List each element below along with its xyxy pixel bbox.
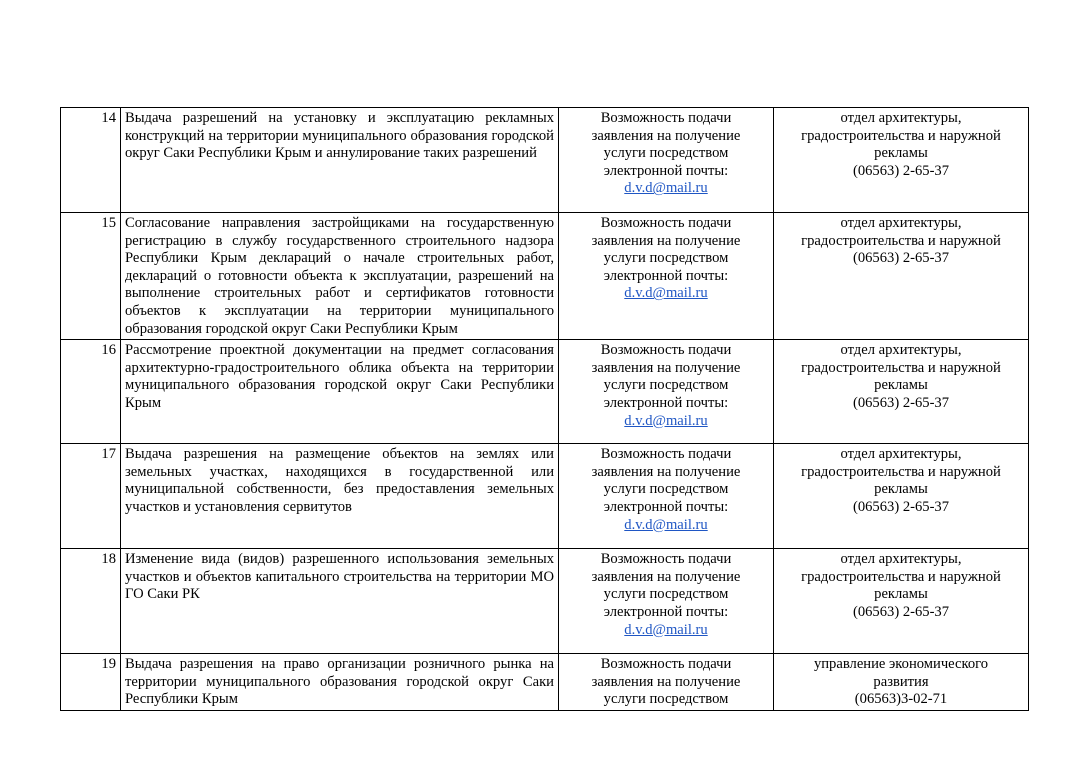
department-phone: (06563) 2-65-37	[852, 394, 950, 411]
application-method	[559, 444, 774, 549]
method-line: заявления на получение	[591, 127, 741, 144]
application-method	[559, 549, 774, 654]
department-line: отдел архитектуры,	[840, 446, 962, 463]
method-line: заявления на получение	[591, 232, 741, 249]
email-link[interactable]: d.v.d@mail.ru	[624, 285, 708, 302]
service-name: Выдача разрешения на размещение объектов на землях или земельных участках, находящихся в государственной или муниципальной собственности, без предоставления земельных участков и установления сервитутов	[121, 444, 559, 549]
method-line: заявления на получение	[591, 673, 741, 690]
service-name: Рассмотрение проектной документации на предмет согласования архитектурно-градостроительного облика объекта на территории муниципального образования городской округ Саки Республики Крым	[121, 340, 559, 444]
services-table	[60, 107, 1029, 711]
service-name: Выдача разрешения на право организации розничного рынка на территории муниципального образования городской округ Саки Республики Крым	[121, 654, 559, 711]
department-line: отдел архитектуры,	[840, 342, 962, 359]
application-method	[559, 108, 774, 213]
row-number: 16	[61, 340, 121, 444]
department-phone: (06563)3-02-71	[854, 691, 948, 708]
method-line: услуги посредством	[603, 377, 729, 394]
department-line: рекламы	[874, 586, 928, 603]
table-row	[61, 108, 1029, 213]
department-phone: (06563) 2-65-37	[852, 250, 950, 267]
email-link[interactable]: d.v.d@mail.ru	[624, 180, 708, 197]
method-line: Возможность подачи	[600, 342, 732, 359]
department-line: градостроительства и наружной	[801, 127, 1001, 144]
department-line: рекламы	[874, 377, 928, 394]
method-line: электронной почты:	[603, 267, 729, 284]
method-line: Возможность подачи	[600, 446, 732, 463]
method-line: услуги посредством	[603, 145, 729, 162]
application-method	[559, 213, 774, 340]
method-line: Возможность подачи	[600, 551, 732, 568]
responsible-department	[774, 549, 1029, 654]
method-line: услуги посредством	[603, 481, 729, 498]
method-line: услуги посредством	[603, 691, 729, 708]
method-line: электронной почты:	[603, 498, 729, 515]
table-row	[61, 444, 1029, 549]
responsible-department	[774, 444, 1029, 549]
email-link[interactable]: d.v.d@mail.ru	[624, 412, 708, 429]
department-line: рекламы	[874, 145, 928, 162]
application-method	[559, 654, 774, 711]
department-line: отдел архитектуры,	[840, 215, 962, 231]
department-line: рекламы	[874, 481, 928, 498]
responsible-department	[774, 108, 1029, 213]
row-number: 15	[61, 213, 121, 340]
method-line: услуги посредством	[603, 250, 729, 267]
department-phone: (06563) 2-65-37	[852, 498, 950, 515]
email-link[interactable]: d.v.d@mail.ru	[624, 621, 708, 638]
department-line: градостроительства и наружной	[801, 359, 1001, 376]
method-line: Возможность подачи	[600, 656, 732, 673]
department-line: развития	[873, 673, 929, 690]
table-row	[61, 549, 1029, 654]
method-line: Возможность подачи	[600, 110, 732, 126]
method-line: Возможность подачи	[600, 215, 732, 231]
department-line: управление экономического	[813, 656, 989, 673]
service-name: Изменение вида (видов) разрешенного использования земельных участков и объектов капитального строительства на территории МО ГО Саки РК	[121, 549, 559, 654]
method-line: услуги посредством	[603, 586, 729, 603]
service-name: Согласование направления застройщиками на государственную регистрацию в службу государственного строительного надзора Республики Крым деклараций о начале строительных работ, деклараций о готовности объекта к эксплуатации, разрешений на выполнение строительных работ и сертификатов готовности объектов к эксплуатации на территории муниципального образования городской округ Саки Республики Крым	[121, 213, 559, 340]
email-link[interactable]: d.v.d@mail.ru	[624, 516, 708, 533]
service-name: Выдача разрешений на установку и эксплуатацию рекламных конструкций на территории муниципального образования городской округ Саки Республики Крым и аннулирование таких разрешений	[121, 108, 559, 213]
responsible-department	[774, 654, 1029, 711]
row-number: 19	[61, 654, 121, 711]
department-line: отдел архитектуры,	[840, 551, 962, 568]
method-line: заявления на получение	[591, 568, 741, 585]
row-number: 17	[61, 444, 121, 549]
application-method	[559, 340, 774, 444]
table-row	[61, 340, 1029, 444]
department-line: отдел архитектуры,	[840, 110, 962, 126]
department-line: градостроительства и наружной	[801, 463, 1001, 480]
department-line: градостроительства и наружной	[801, 232, 1001, 249]
department-phone: (06563) 2-65-37	[852, 162, 950, 179]
table-row	[61, 213, 1029, 340]
responsible-department	[774, 340, 1029, 444]
department-phone: (06563) 2-65-37	[852, 603, 950, 620]
department-line: градостроительства и наружной	[801, 568, 1001, 585]
row-number: 14	[61, 108, 121, 213]
method-line: заявления на получение	[591, 359, 741, 376]
method-line: электронной почты:	[603, 162, 729, 179]
method-line: электронной почты:	[603, 603, 729, 620]
responsible-department	[774, 213, 1029, 340]
method-line: заявления на получение	[591, 463, 741, 480]
row-number: 18	[61, 549, 121, 654]
method-line: электронной почты:	[603, 394, 729, 411]
table-row	[61, 654, 1029, 711]
